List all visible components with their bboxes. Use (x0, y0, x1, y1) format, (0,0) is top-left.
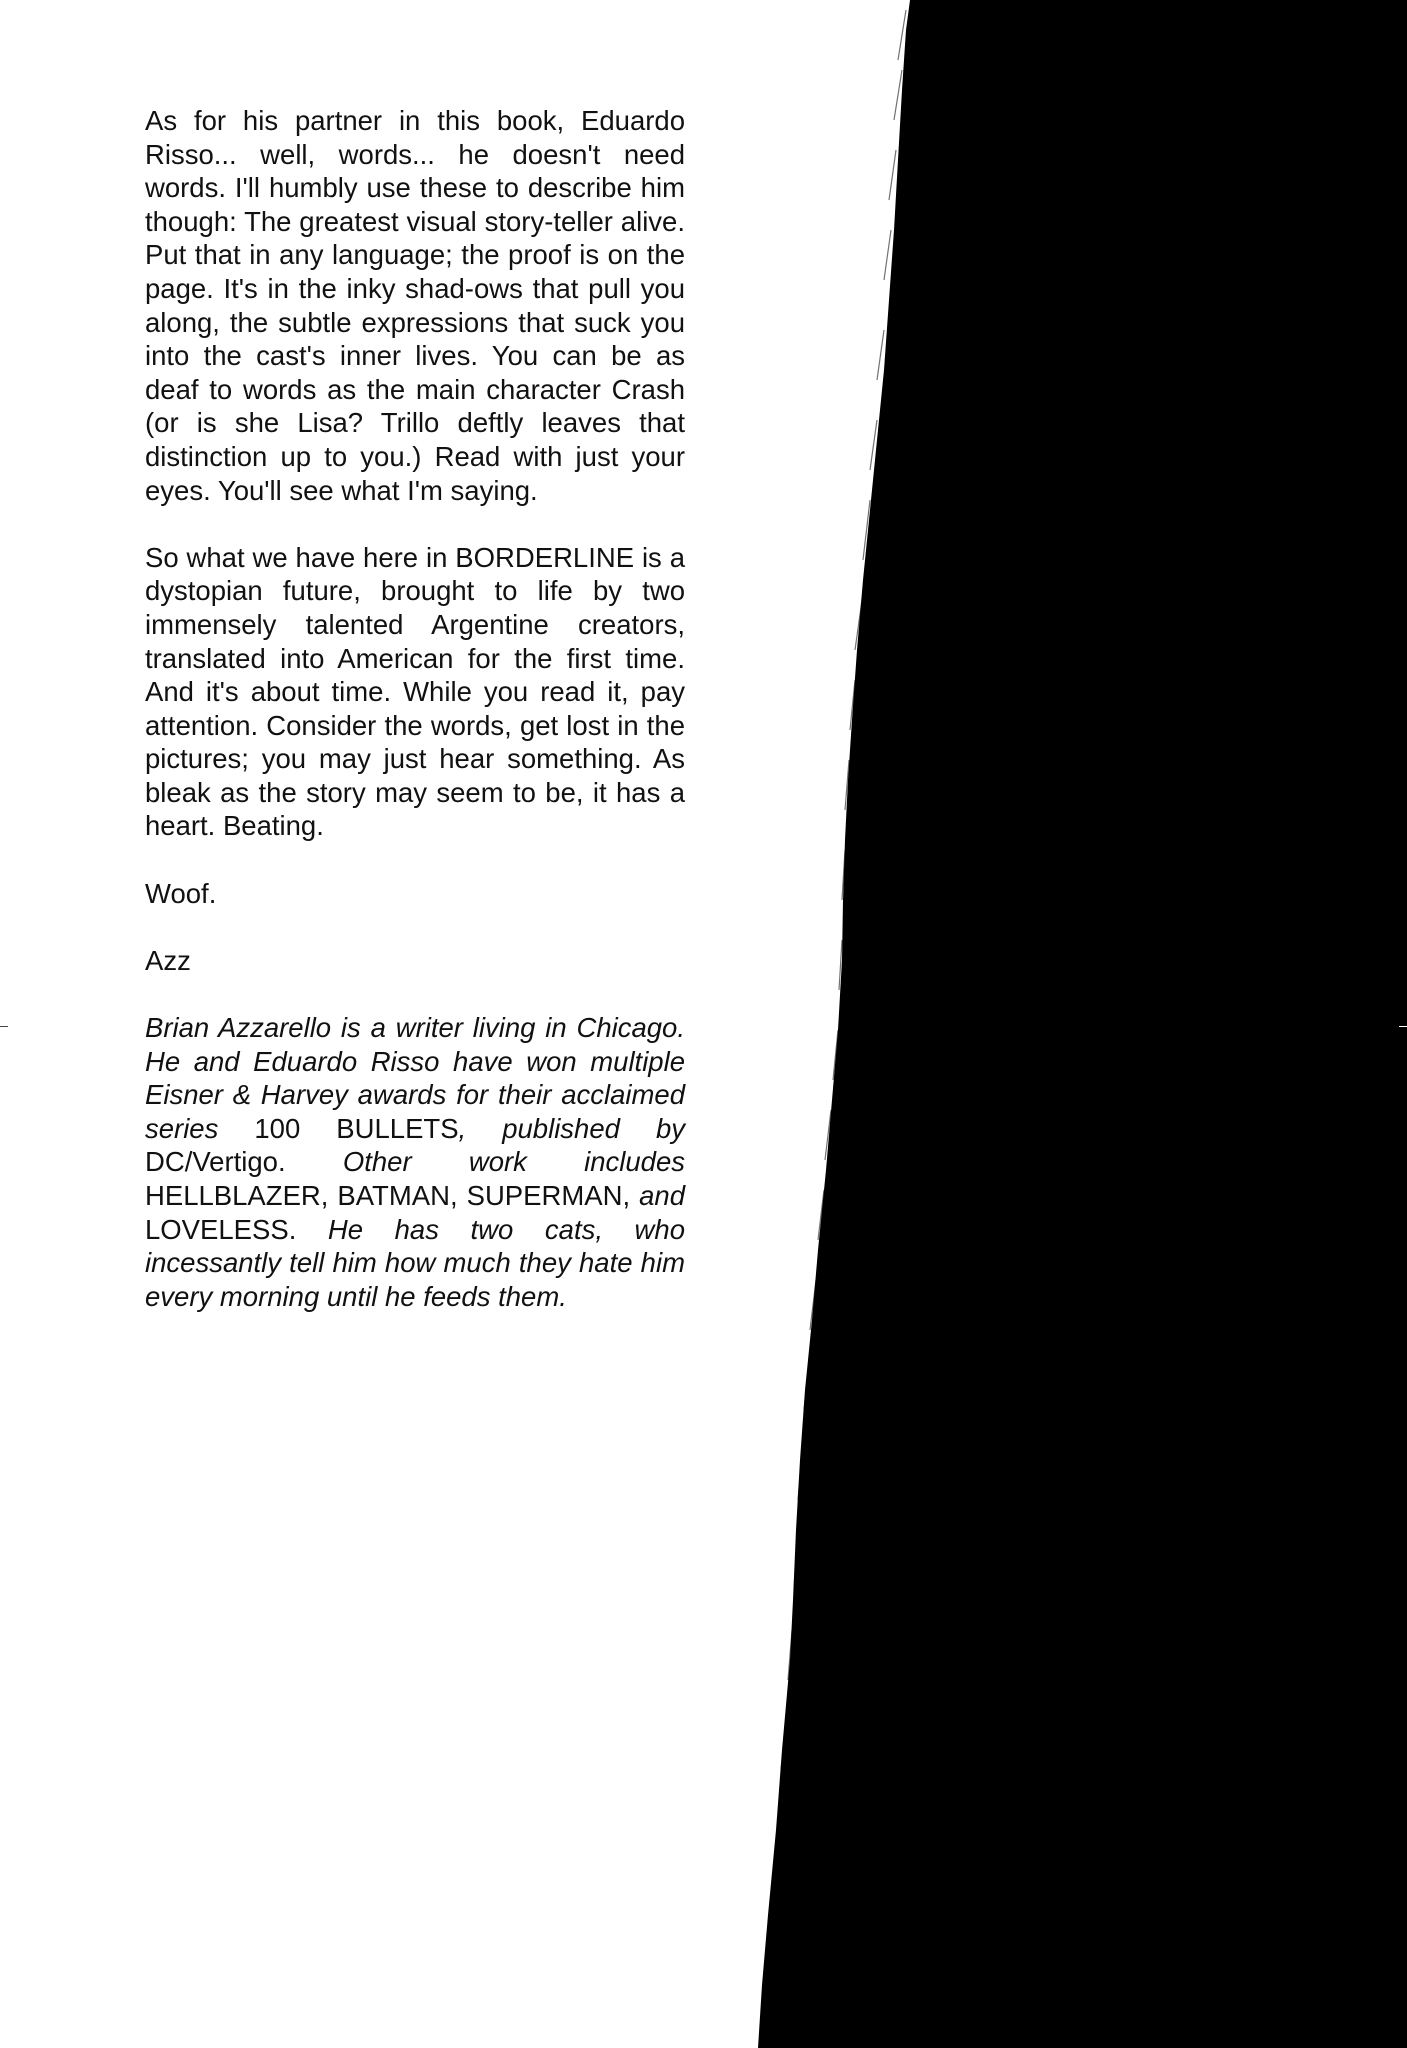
crop-mark-right (1399, 1026, 1407, 1027)
paragraph-risso: As for his partner in this book, Eduardo Risso... well, words... he doesn't need words. I'll humbly use these to describe him though: The greatest visual story-teller alive. Put that in any language; the proof is on the page. It's in the inky shad-ows that pull you along, the subtle expressions that suck you into the cast's inner lives. You can be as deaf to words as the main character Crash (or is she Lisa? Trillo deftly leaves that distinction up to you.) Read with just your eyes. You'll see what I'm saying. (145, 105, 685, 506)
bio-title-loveless: LOVELESS. (145, 1213, 297, 1245)
bio-title-100-bullets: 100 BULLETS (254, 1112, 459, 1144)
bio-text: He has two cats, who incessantly tell him how much they hate him every morning until he feeds them. (145, 1213, 685, 1312)
signature-azz: Azz (145, 944, 191, 976)
bio-text: Other work includes (285, 1146, 685, 1178)
paragraph-borderline: So what we have here in BORDERLINE is a dystopian future, brought to life by two immensely talented Argentine creators, translated into American for the first time. And it's about time. While you read it, pay attention. Consider the words, get lost in the pictures; you may just hear something. As bleak as the story may seem to be, it has a heart. Beating. (145, 541, 685, 842)
crop-mark-left (0, 1026, 8, 1027)
bio-text: , published by (458, 1112, 685, 1144)
bio-publisher: DC/Vertigo. (145, 1146, 286, 1178)
text-column (145, 104, 685, 1347)
bio-titles: HELLBLAZER, BATMAN, SUPERMAN, (145, 1180, 631, 1211)
author-bio (145, 1011, 685, 1313)
bio-text: and (630, 1180, 685, 1211)
paragraph-woof: Woof. (145, 877, 217, 909)
bio-text: Brian Azzarello is a writer living in Chicago. He and Eduardo Risso have won multiple Eisner & Harvey awards for their acclaimed series (145, 1012, 685, 1144)
